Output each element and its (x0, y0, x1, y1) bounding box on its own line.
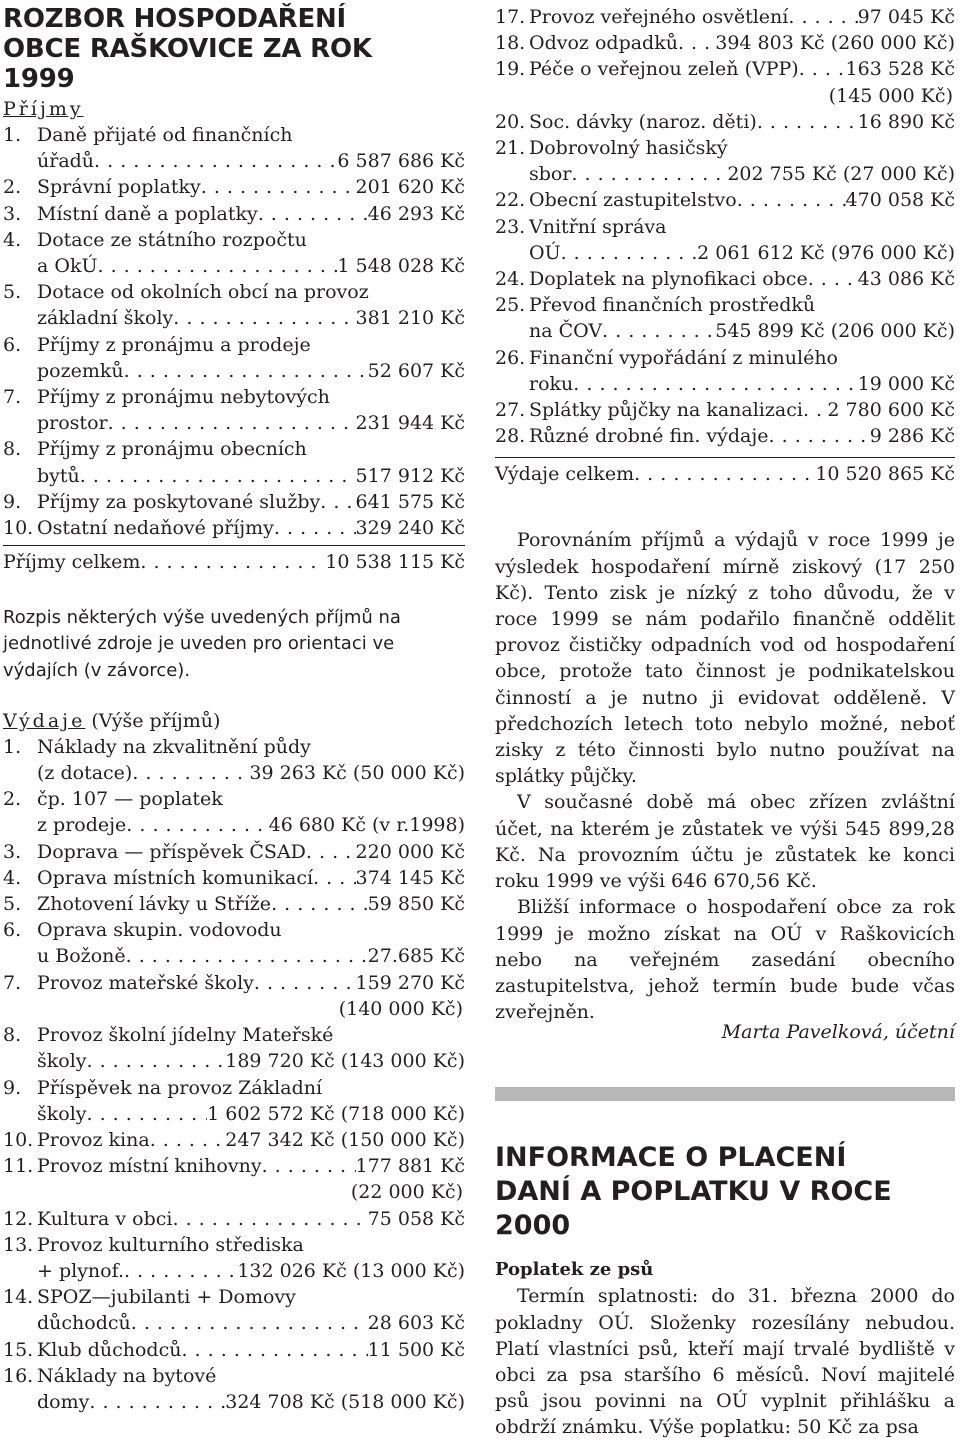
item-label: Příjmy z pronájmu obecních (37, 438, 307, 461)
item-label: Oprava skupin. vodovodu (37, 919, 282, 942)
item-row (495, 292, 955, 318)
item-number: 8. (3, 438, 22, 461)
item-row (3, 812, 465, 838)
item-number: 27. (495, 399, 526, 422)
summary-paragraph: V současné době má obec zřízen zvláštní účet, na kterém je zůstatek ve výši 545 899,28 Kč. Na provozním účtu je zůstatek ke konci roku 1999 ve výši 646 670,56 Kč. (495, 791, 955, 893)
item-label: Provoz školní jídelny Mateřské (37, 1024, 334, 1047)
item-value: 1 548 028 Kč (337, 255, 465, 278)
item-value: 97 045 Kč (857, 6, 955, 28)
item-label: Soc. dávky (naroz. děti) (529, 110, 757, 133)
item-row (3, 891, 465, 917)
list-item (3, 1206, 465, 1232)
item-number: 19. (495, 58, 526, 81)
right-column (495, 0, 955, 1441)
list-item (3, 1022, 465, 1074)
item-value: 27.685 Kč (367, 945, 465, 968)
item-row (3, 865, 465, 891)
item-number: 17. (495, 6, 526, 28)
expense-total-label: Výdaje celkem (495, 463, 635, 486)
item-number: 3. (3, 202, 22, 225)
list-item (495, 56, 955, 108)
item-row (3, 786, 465, 812)
item-number: 2. (3, 788, 22, 811)
item-value: 163 528 Kč (845, 58, 955, 81)
item-label: Provoz veřejného osvětlení (529, 6, 789, 28)
item-number: 6. (3, 333, 22, 356)
item-row (3, 515, 465, 541)
income-list (3, 122, 465, 541)
item-row (3, 148, 465, 174)
item-row (3, 1206, 465, 1232)
item-note: (145 000 Kč) (828, 84, 953, 107)
item-row (495, 187, 955, 213)
list-item (3, 1284, 465, 1336)
item-value: 28 603 Kč (367, 1312, 465, 1335)
item-row (3, 1363, 465, 1389)
list-item (495, 397, 955, 423)
list-item (3, 1232, 465, 1284)
item-row (3, 760, 465, 786)
item-label: Zhotovení lávky u Stříže (37, 893, 272, 916)
item-number: 9. (3, 490, 22, 513)
item-number: 14. (3, 1286, 34, 1309)
item-value: 59 850 Kč (367, 893, 465, 916)
signature: Marta Pavelková, účetní (721, 1021, 955, 1044)
report-title: ROZBOR HOSPODAŘENÍ OBCE RAŠKOVICE ZA ROK 1999 (3, 4, 372, 94)
item-label: domy (37, 1390, 90, 1413)
item-number: 7. (3, 971, 22, 994)
item-number: 3. (3, 840, 22, 863)
item-row (495, 4, 955, 30)
item-label: Odvoz odpadků (529, 32, 678, 55)
item-value: 1 602 572 Kč (718 000 Kč) (207, 1102, 465, 1125)
item-label: z prodeje (37, 814, 127, 837)
item-label: Splátky půjčky na kanalizaci (529, 399, 803, 422)
item-row (3, 253, 465, 279)
item-label: základní školy (37, 307, 174, 330)
item-number: 6. (3, 919, 22, 942)
item-row (3, 1101, 465, 1127)
info-text: Termín splatnosti: do 31. března 2000 do pokladny OÚ. Složenky rozesílány nebudou. Platí vlastníci psů, kteří mají trvalé bydliště v obci za psa staršího 6 měsíců. Noví majitelé psů jsou povinni na OÚ vyplnit přihlášku a obdrží známku. Výše poplatku: 50 Kč za psa (495, 1285, 955, 1439)
item-row (495, 135, 955, 161)
item-row (3, 1284, 465, 1310)
list-item (3, 839, 465, 865)
summary-paragraphs (495, 527, 955, 1025)
section-divider (495, 1087, 955, 1101)
list-item (495, 4, 955, 30)
item-value: 159 270 Kč (355, 971, 465, 994)
item-row (3, 1337, 465, 1363)
item-number: 23. (495, 215, 526, 238)
item-label: prostor (37, 412, 108, 435)
list-item (3, 786, 465, 838)
item-label: Různé drobné fin. výdaje (529, 425, 769, 448)
item-number: 10. (3, 1128, 34, 1151)
item-row (3, 734, 465, 760)
income-total-label: Příjmy celkem (3, 551, 141, 574)
item-row (495, 214, 955, 240)
summary-paragraph: Bližší informace o hospodaření obce za rok 1999 je možno získat na OÚ v Raškovicích nebo na veřejném zasedání obecního zastupitelstva, jehož termín bude bude včas zveřejněn. (495, 896, 955, 1024)
item-row (3, 489, 465, 515)
item-row (3, 1389, 465, 1415)
list-item (495, 109, 955, 135)
expense-heading: Výdaje (3, 709, 86, 732)
list-item (3, 865, 465, 891)
item-number: 15. (3, 1338, 34, 1361)
item-number: 9. (3, 1076, 22, 1099)
item-row (3, 122, 465, 148)
item-value: 394 803 Kč (260 000 Kč) (715, 32, 955, 55)
item-row (3, 227, 465, 253)
list-item (495, 292, 955, 344)
item-label: Provoz kulturního střediska (37, 1233, 304, 1256)
expense-list-left (3, 734, 465, 1415)
list-item (495, 30, 955, 56)
list-item (495, 187, 955, 213)
item-label: + plynof. (37, 1259, 125, 1282)
item-value: 52 607 Kč (367, 359, 465, 382)
item-label: Obecní zastupitelstvo (529, 189, 737, 212)
item-row (3, 839, 465, 865)
item-value: 381 210 Kč (355, 307, 465, 330)
item-label: Dotace ze státního rozpočtu (37, 228, 307, 251)
list-item (3, 384, 465, 436)
item-label: Dotace od okolních obcí na provoz (37, 281, 369, 304)
list-item (3, 734, 465, 786)
list-item (3, 122, 465, 174)
item-row (3, 384, 465, 410)
item-row (3, 1048, 465, 1074)
item-value: 324 708 Kč (518 000 Kč) (225, 1390, 465, 1413)
item-value: 43 086 Kč (857, 268, 955, 291)
list-item (3, 489, 465, 515)
item-row (3, 970, 465, 996)
item-value: 470 058 Kč (845, 189, 955, 212)
item-value: 374 145 Kč (355, 866, 465, 889)
item-number: 1. (3, 735, 22, 758)
list-item (495, 345, 955, 397)
item-label: Příjmy za poskytované služby (37, 490, 321, 513)
expense-list-right (495, 4, 955, 449)
item-row (495, 266, 955, 292)
item-row (3, 279, 465, 305)
info-subhead: Poplatek ze psů (495, 1259, 654, 1281)
item-number: 26. (495, 346, 526, 369)
item-value: 247 342 Kč (150 000 Kč) (225, 1128, 465, 1151)
item-label: Příjmy z pronájmu nebytových (37, 386, 330, 409)
item-value: 6 587 686 Kč (337, 150, 465, 173)
item-number: 16. (3, 1364, 34, 1387)
item-row (3, 436, 465, 462)
item-label: Doplatek na plynofikaci obce (529, 268, 808, 291)
item-label: úřadů (37, 150, 95, 173)
item-label: Dobrovolný hasičský (529, 137, 728, 160)
item-value: 189 720 Kč (143 000 Kč) (225, 1050, 465, 1073)
item-value: 545 899 Kč (206 000 Kč) (715, 320, 955, 343)
item-value: 19 000 Kč (857, 372, 955, 395)
item-label: SPOZ—jubilanti + Domovy (37, 1286, 296, 1309)
summary-paragraph: Porovnáním příjmů a výdajů v roce 1999 je výsledek hospodaření mírně ziskový (17 250 Kč). Tento zisk je nízký z toho důvodu, že v roce 1999 se nám podařilo finančně oddělit provoz čističky odpadních vod od hospodaření obce, protože tato činnost je podnikatelskou činností a je nutno ji evidovat odděleně. V předchozích letech toto nebylo možné, neboť zisky z této činnosti bylo nutno používat na splátky půjčky. (495, 529, 955, 788)
item-label: Příspěvek na provoz Základní (37, 1076, 323, 1099)
income-note: Rozpis některých výše uvedených příjmů na jednotlivé zdroje je uveden pro orientaci ve výdajích (v závorce). (3, 607, 401, 681)
item-row (3, 410, 465, 436)
list-item (3, 201, 465, 227)
item-row (3, 1153, 465, 1179)
item-value: 231 944 Kč (355, 412, 465, 435)
list-item (495, 266, 955, 292)
list-item (3, 1075, 465, 1127)
item-value: 46 293 Kč (367, 202, 465, 225)
item-value: 75 058 Kč (367, 1207, 465, 1230)
list-item (495, 135, 955, 187)
item-number: 5. (3, 281, 22, 304)
list-item (3, 1337, 465, 1363)
item-value: 9 286 Kč (869, 425, 955, 448)
list-item (495, 423, 955, 449)
item-label: sbor (529, 163, 572, 186)
item-row (3, 1232, 465, 1258)
item-label: školy (37, 1102, 87, 1125)
item-number: 13. (3, 1233, 34, 1256)
list-item (3, 891, 465, 917)
item-number: 4. (3, 866, 22, 889)
item-row (495, 161, 955, 187)
list-item (3, 1153, 465, 1205)
item-label: Vnitřní správa (529, 215, 667, 238)
item-row (3, 943, 465, 969)
item-row (3, 358, 465, 384)
item-row (495, 345, 955, 371)
item-label: Provoz místní knihovny (37, 1155, 262, 1178)
item-label: bytů (37, 464, 80, 487)
item-row (3, 332, 465, 358)
item-value: 39 263 Kč (50 000 Kč) (249, 762, 465, 785)
item-label: Daně přijaté od finančních (37, 124, 293, 146)
item-label: a OkÚ (37, 255, 98, 278)
item-number: 22. (495, 189, 526, 212)
item-number: 21. (495, 137, 526, 160)
item-value: 46 680 Kč (v r.1998) (268, 814, 465, 837)
item-label: Náklady na bytové (37, 1364, 217, 1387)
item-label: u Božoně (37, 945, 126, 968)
item-label: Náklady na zkvalitnění půdy (37, 735, 311, 758)
item-row (495, 109, 955, 135)
left-column (3, 0, 465, 1415)
income-total (3, 545, 465, 575)
item-row (495, 56, 955, 82)
item-label: Kultura v obci (37, 1207, 173, 1230)
item-row (3, 463, 465, 489)
item-number: 20. (495, 110, 526, 133)
item-label: Správní poplatky (37, 176, 201, 199)
item-row (495, 397, 955, 423)
list-item (495, 214, 955, 266)
item-row (3, 1310, 465, 1336)
income-total-value: 10 538 115 Kč (325, 551, 465, 574)
item-number: 10. (3, 517, 34, 540)
expense-total-value: 10 520 865 Kč (815, 463, 955, 486)
item-row (3, 917, 465, 943)
item-number: 28. (495, 425, 526, 448)
item-label: na ČOV (529, 320, 603, 343)
list-item (3, 279, 465, 331)
income-heading: Příjmy (3, 98, 84, 120)
item-label: Provoz mateřské školy (37, 971, 254, 994)
item-row (3, 1258, 465, 1284)
expense-heading-row (3, 708, 465, 734)
item-value: 641 575 Kč (355, 490, 465, 513)
item-row (3, 1022, 465, 1048)
item-value: 202 755 Kč (27 000 Kč) (727, 163, 955, 186)
item-label: školy (37, 1050, 87, 1073)
item-label: Klub důchodců (37, 1338, 182, 1361)
item-number: 11. (3, 1155, 34, 1178)
item-row (495, 371, 955, 397)
item-label: Péče o veřejnou zeleň (VPP) (529, 58, 799, 81)
info-title: INFORMACE O PLACENÍ DANÍ A POPLATKU V ROCE 2000 (495, 1142, 892, 1242)
item-value: 517 912 Kč (355, 464, 465, 487)
item-number: 1. (3, 124, 22, 146)
item-label: pozemků (37, 359, 124, 382)
list-item (3, 1363, 465, 1415)
item-number: 2. (3, 176, 22, 199)
item-label: Převod finančních prostředků (529, 294, 816, 317)
item-value: 177 881 Kč (355, 1155, 465, 1178)
item-value: 11 500 Kč (367, 1338, 465, 1361)
item-number: 24. (495, 268, 526, 291)
item-row (3, 1075, 465, 1101)
item-row (495, 240, 955, 266)
item-row (495, 30, 955, 56)
item-number: 5. (3, 893, 22, 916)
item-value: 201 620 Kč (355, 176, 465, 199)
item-row (3, 1127, 465, 1153)
item-value: 132 026 Kč (13 000 Kč) (237, 1259, 465, 1282)
list-item (3, 332, 465, 384)
item-label: OÚ (529, 241, 561, 264)
list-item (3, 227, 465, 279)
item-value: 329 240 Kč (355, 517, 465, 540)
item-row (3, 174, 465, 200)
item-number: 18. (495, 32, 526, 55)
item-row (3, 201, 465, 227)
item-number: 7. (3, 386, 22, 409)
item-number: 12. (3, 1207, 34, 1230)
item-label: Finanční vypořádání z minulého (529, 346, 838, 369)
item-value: 16 890 Kč (857, 110, 955, 133)
item-label: Provoz kina (37, 1128, 150, 1151)
item-note: (140 000 Kč) (338, 997, 463, 1020)
item-label: Oprava místních komunikací (37, 866, 314, 889)
item-row (495, 318, 955, 344)
item-number: 4. (3, 228, 22, 251)
expense-total (495, 457, 955, 487)
list-item (3, 436, 465, 488)
item-value: 2 061 612 Kč (976 000 Kč) (697, 241, 955, 264)
item-label: důchodců (37, 1312, 131, 1335)
list-item (3, 174, 465, 200)
item-value: 2 780 600 Kč (827, 399, 955, 422)
list-item (3, 970, 465, 1022)
item-row (495, 423, 955, 449)
item-label: Příjmy z pronájmu a prodeje (37, 333, 311, 356)
item-note: (22 000 Kč) (350, 1181, 463, 1204)
item-label: (z dotace) (37, 762, 133, 785)
item-row (3, 305, 465, 331)
expense-heading-note: (Výše příjmů) (91, 709, 221, 732)
item-value: 220 000 Kč (355, 840, 465, 863)
item-label: roku (529, 372, 574, 395)
item-label: čp. 107 — poplatek (37, 788, 223, 811)
item-label: Ostatní nedaňové příjmy (37, 517, 274, 540)
item-number: 25. (495, 294, 526, 317)
list-item (3, 1127, 465, 1153)
item-label: Místní daně a poplatky (37, 202, 258, 225)
list-item (3, 515, 465, 541)
item-label: Doprava — příspěvek ČSAD (37, 840, 306, 863)
list-item (3, 917, 465, 969)
item-number: 8. (3, 1024, 22, 1047)
